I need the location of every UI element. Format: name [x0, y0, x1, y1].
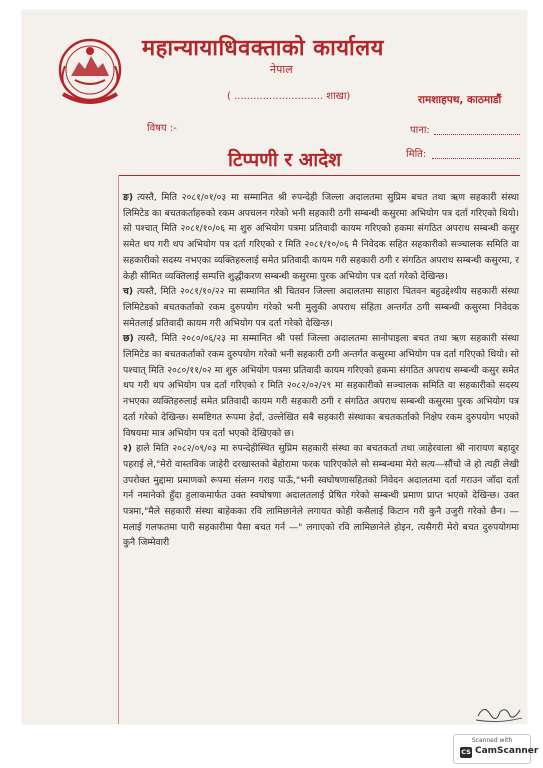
- margin-line: [118, 175, 119, 724]
- country-name: नेपाल: [270, 63, 293, 76]
- paragraph-chha: [123, 331, 519, 441]
- nepal-emblem-icon: [55, 36, 125, 112]
- paragraph-number: २): [123, 443, 132, 455]
- watermark-brand: CamScanner: [475, 746, 539, 756]
- paragraph-text: त्यस्तै, मिति २०८१/०१/०३ मा सम्मानित श्री रुपन्देही जिल्ला अदालतमा सुप्रिम बचत तथा ऋण सहकारी संस्था लिमिटेड का बचतकर्ताहरुको रकम अपचलन गरेको भनी सहकारी ठगी सम्बन्धी कसुरमा अभियोग पत्र दर्ता गरिएको थियो। सो पश्चात् मिति २०८१/१०/०६ मा शुरु अभियोग पत्रमा प्रतिवादी कायम गरिएको हकमा संगठित अपराध सम्बन्धी कसुर समेत थप गरी थप अभियोग पत्र दर्ता गरिएको र मिति २०८१/१०/०६ मै निवेदक सहित सहकारीको सञ्चालक समिति वा सहकारीको सदस्य नभएका व्यक्तिहरुलाई समेत प्रतिवादी कायम गरी सहकारी ठगी र संगठित अपराध सम्बन्धी कसुरमा, र केही सीमित व्यक्तिलाई सम्पत्ति शुद्धीकरण सम्बन्धी कसुरमा पुरक अभियोग पत्र दर्ता गरेको देखिन्छ।: [123, 192, 519, 282]
- header-divider: [118, 175, 520, 176]
- office-address: रामशाहपथ, काठमाडौं: [418, 94, 502, 106]
- camscanner-watermark: [453, 734, 539, 764]
- date-line: [432, 158, 520, 159]
- office-title: महान्यायाधिवक्ताको कार्यालय: [142, 36, 384, 61]
- page-number-label: पाना:: [410, 125, 430, 136]
- page-number-line: [434, 134, 520, 135]
- date-label: मिति:: [406, 149, 427, 160]
- note-body: [123, 190, 519, 551]
- paragraph-number: ङ): [123, 192, 134, 203]
- document-heading: टिप्पणी र आदेश: [228, 149, 342, 171]
- document-page: [22, 10, 527, 724]
- signature-initials-icon: [474, 702, 524, 724]
- paragraph-text: हाले मिति २०८२/०९/०३ मा रुपन्देहीस्थित सुप्रिम सहकारी संस्था का बचतकर्ता तथा जाहेरवाला श्री नारायण बहादुर पहराई ले,"मेरो वास्तविक जाहेरी दरखास्तको बेहोरामा फरक पारिएकोले सो सम्बन्धमा मेरो सत्य—सौंचो जे हो त्यही लेखी उपरोक्त मुद्दामा प्रमाणको रूपमा संलग्न गराइ पाऊँ,"भनी स्वघोषणासहितको निवेदन अदालतमा दर्ता गराउन जाँदा दर्ता गर्न नमानेको हुँदा हुलाकमार्फत उक्त स्वघोषणा अदालतलाई प्रेषित गरेको सम्बन्धी प्रमाण प्राप्त भएको देखिन्छ। उक्त पत्रमा,"मैले सहकारी संस्था बाहेकका रवि लामिछानेले लगायत कोही कसैलाई किटान गरी कुनै उजुरी गरेको छैन। — मलाई गलफतमा पारी सहकारीमा पैसा बचत गर्न —" लगाएको रवि लामिछानेले होइन, त्यसैगरी मेरो बचत दुरुपयोगमा कुनै जिम्मेवारी: [123, 443, 519, 549]
- subject-label: विषय :-: [147, 123, 177, 134]
- branch-label: ( ............................ शाखा): [227, 91, 351, 102]
- watermark-caption: Scanned with: [471, 737, 513, 744]
- paragraph-nga: [123, 190, 519, 284]
- paragraph-text: त्यस्तै, मिति २०८०/०६/२३ मा सम्मानित श्री पर्सा जिल्ला अदालतमा सानोपाइला बचत तथा ऋण सहकारी संस्था लिमिटेड का बचतकर्ताको रकम दुरुपयोग गरेको भनी सहकारी ठगी अन्तर्गत कसुरमा अभियोग पत्र दर्ता गरिएको थियो। सो पश्चात् मिति २०८०/११/०२ मा शुरु अभियोग पत्रमा प्रतिवादी कायम गरिएको हकमा संगठित अपराध सम्बन्धी कसुर समेत थप गरी थप अभियोग पत्र दर्ता गरिएको र मिति २०८२/०२/२९ मा सहकारीको सञ्चालक समिति वा सहकारीको सदस्य नभएका व्यक्तिहरुलाई समेत प्रतिवादी कायम गरी सहकारी ठगी र संगठित अपराध सम्बन्धी कसुरमा पुरक अभियोग पत्र दर्ता गरेको देखिन्छ। समष्टिगत रूपमा हेर्दा, उल्लेखित सबै सहकारी संस्थाका बचतकर्ताको निक्षेप रकम दुरुपयोग भएको विषयमा मात्र अभियोग पत्र दर्ता भएको देखिएको छ।: [123, 333, 519, 439]
- camscanner-logo-icon: CS: [461, 748, 471, 756]
- paragraph-two: [123, 441, 519, 551]
- paragraph-text: त्यस्तै, मिति २०८१/१०/२२ मा सम्मानित श्री चितवन जिल्ला अदालतमा साहारा चितवन बहुउद्देश्यीय सहकारी संस्था लिमिटेडको बचतकर्ताको रकम दुरुपयोग गरेको भनी मुलुकी अपराध संहिता अन्तर्गत ठगी सम्बन्धी कसुरमा निवेदक समेतलाई प्रतिवादी कायम गरी अभियोग पत्र दर्ता गरेको देखिन्छ।: [123, 286, 519, 329]
- paragraph-number: छ): [123, 333, 134, 345]
- paragraph-cha: [123, 284, 519, 331]
- paragraph-number: च): [123, 286, 134, 298]
